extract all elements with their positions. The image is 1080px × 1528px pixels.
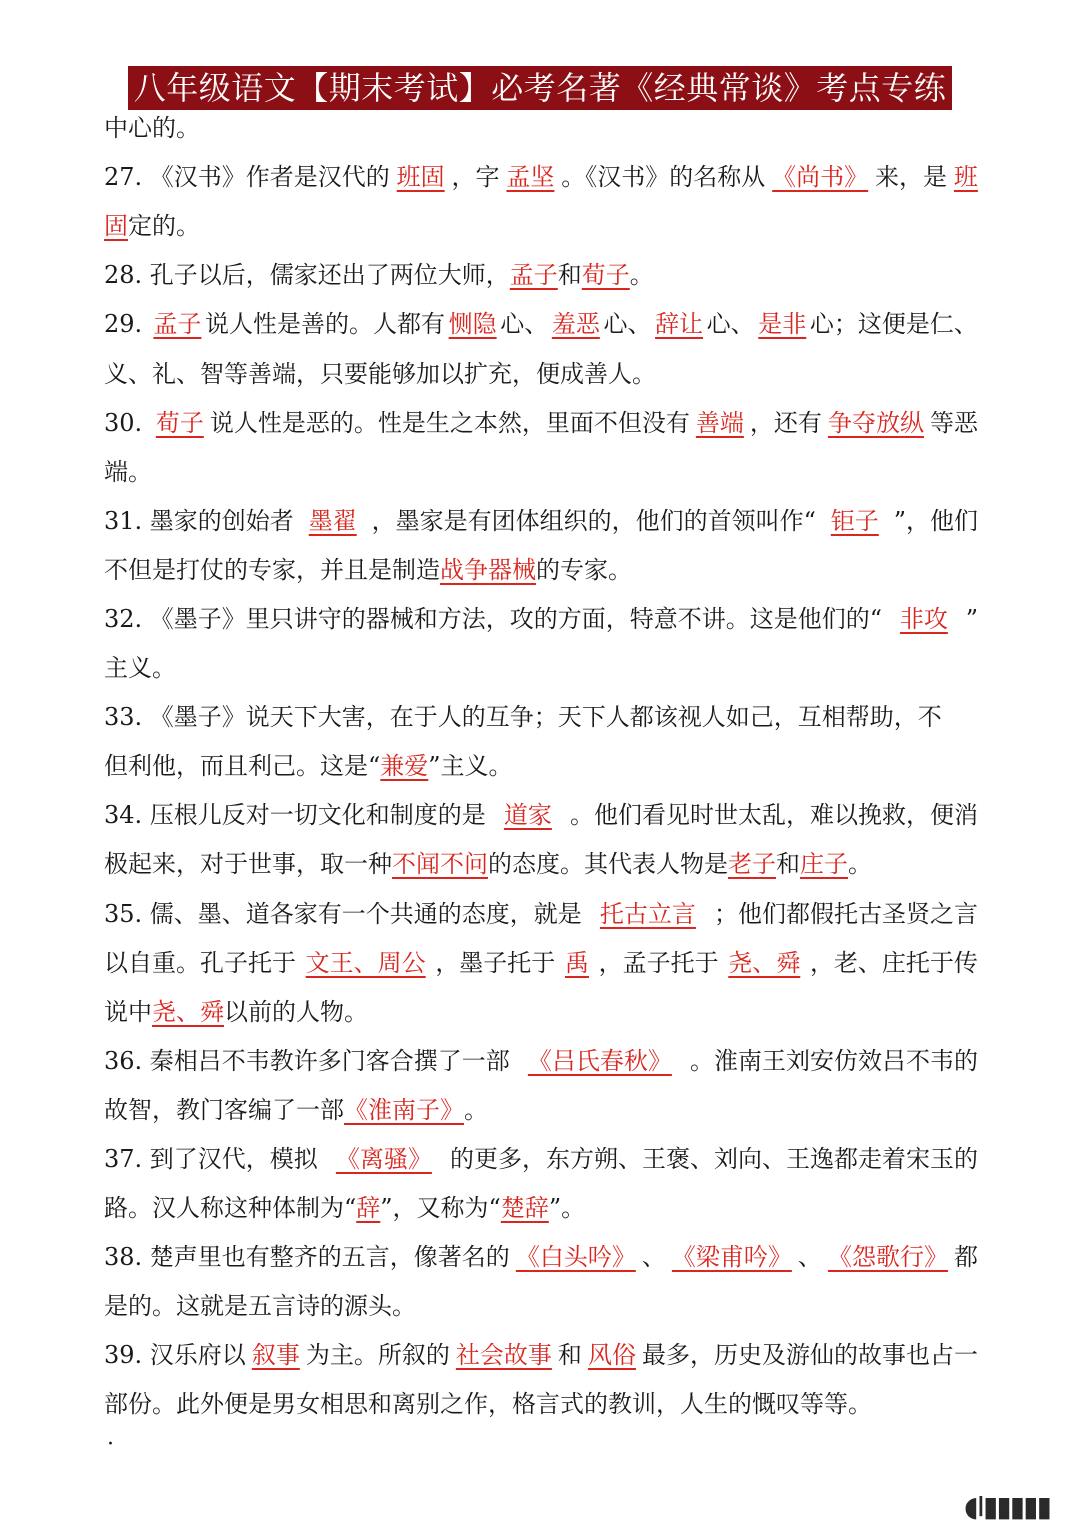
answer-blank: 孟子 xyxy=(153,310,202,339)
text-line xyxy=(104,202,978,251)
text-line xyxy=(104,300,978,349)
text-run: 和 xyxy=(776,850,800,879)
text-run: 、 xyxy=(641,1243,666,1272)
answer-blank: 辞让 xyxy=(655,310,704,339)
text-run: 心、 xyxy=(603,310,652,339)
exercise-body xyxy=(104,104,978,1430)
text-run: ，老、庄托于传 xyxy=(809,948,978,977)
answer-blank: 辞 xyxy=(356,1194,381,1223)
text-line xyxy=(104,1331,978,1380)
answer-blank: 《淮南子》 xyxy=(344,1095,464,1124)
text-run: 主义。 xyxy=(104,654,176,683)
answer-blank: 墨翟 xyxy=(308,506,357,535)
text-run: 部份。此外便是男女相思和离别之作，格言式的教训，人生的慨叹等等。 xyxy=(104,1390,872,1419)
answer-blank: 楚辞 xyxy=(500,1194,549,1223)
text-run: 35. 儒、墨、道各家有一个共通的态度，就是 xyxy=(104,899,582,928)
answer-blank: 风俗 xyxy=(587,1341,636,1370)
text-run: 路。汉人称这种体制为“ xyxy=(104,1194,357,1223)
text-run: 故智，教门客编了一部 xyxy=(104,1095,344,1124)
page-title: 八年级语文【期末考试】必考名著《经典常谈》考点专练 xyxy=(128,66,953,110)
answer-blank: 战争器械 xyxy=(440,555,536,584)
answer-blank: 孟子 xyxy=(509,261,558,290)
watermark-logo: ◖Ⅰ▮▮▮▮▮ xyxy=(963,1490,1050,1523)
text-run: 等恶 xyxy=(929,408,978,437)
answer-blank: 《吕氏春秋》 xyxy=(527,1046,672,1075)
text-run: 38. 楚声里也有整齐的五言，像著名的 xyxy=(104,1243,510,1272)
text-run: 。《汉书》的名称从 xyxy=(561,163,766,192)
text-run: 。 xyxy=(629,261,654,290)
text-line xyxy=(104,988,978,1037)
text-run: 不但是打仗的专家，并且是制造 xyxy=(104,555,440,584)
text-run: 32. 《墨子》里只讲守的器械和方法，攻的方面，特意不讲。这是他们的“ xyxy=(104,604,883,633)
text-run: 28. 孔子以后，儒家还出了两位大师， xyxy=(104,261,510,290)
text-run: ”，又称为“ xyxy=(380,1194,501,1223)
text-run: 以前的人物。 xyxy=(224,997,368,1026)
text-run: 最多，历史及游仙的故事也占一 xyxy=(641,1341,978,1370)
text-run: 以自重。孔子托于 xyxy=(104,948,296,977)
text-line xyxy=(104,890,978,939)
answer-blank: 不闻不问 xyxy=(392,850,488,879)
text-run: 30. xyxy=(104,408,150,437)
answer-blank: 《尚书》 xyxy=(772,163,869,192)
text-run: 但利他，而且利己。这是“ xyxy=(104,752,381,781)
text-run: ，墨子托于 xyxy=(435,948,556,977)
answer-blank: 叙事 xyxy=(251,1341,300,1370)
text-run: 和 xyxy=(557,1341,582,1370)
text-run: 36. 秦相吕不韦教许多门客合撰了一部 xyxy=(104,1046,510,1075)
text-run: 的态度。其代表人物是 xyxy=(488,850,728,879)
text-run: 和 xyxy=(557,261,582,290)
text-line xyxy=(104,1037,978,1086)
answer-blank: 班固 xyxy=(396,163,445,192)
answer-blank: 《白头吟》 xyxy=(515,1243,636,1272)
text-line xyxy=(104,153,978,202)
text-run: ”。 xyxy=(548,1194,586,1223)
answer-blank: 羞恶 xyxy=(551,310,600,339)
answer-blank: 《离骚》 xyxy=(335,1145,432,1174)
answer-blank: 道家 xyxy=(503,801,552,830)
answer-blank: 争夺放纵 xyxy=(827,408,924,437)
text-run: 心、 xyxy=(500,310,549,339)
text-run: ”，他们 xyxy=(893,506,978,535)
text-line xyxy=(104,1233,978,1282)
text-run: ，孟子托于 xyxy=(598,948,719,977)
answer-blank: 荀子 xyxy=(581,261,630,290)
text-run: 说人性是善的。人都有 xyxy=(205,310,446,339)
text-line xyxy=(104,1282,978,1331)
text-run: 的专家。 xyxy=(536,555,632,584)
text-run: 心；这便是仁、 xyxy=(809,310,978,339)
answer-blank: 尧、舜 xyxy=(152,997,224,1026)
text-line xyxy=(104,644,978,693)
text-line xyxy=(104,1135,978,1184)
text-line xyxy=(104,104,978,153)
answer-blank: 庄子 xyxy=(800,850,848,879)
text-run: 说中 xyxy=(104,997,152,1026)
text-run: ” xyxy=(965,604,978,633)
text-run: 。 xyxy=(848,850,872,879)
text-line xyxy=(104,399,978,448)
answer-blank: 恻隐 xyxy=(448,310,497,339)
text-line xyxy=(104,791,978,840)
text-run: 定的。 xyxy=(128,212,200,241)
text-run: 说人性是恶的。性是生之本然，里面不但没有 xyxy=(209,408,690,437)
answer-blank: 荀子 xyxy=(155,408,204,437)
answer-blank: 老子 xyxy=(728,850,776,879)
text-run: 端。 xyxy=(104,457,152,486)
text-line xyxy=(104,251,978,300)
text-run: 34. 压根儿反对一切文化和制度的是 xyxy=(104,801,486,830)
answer-blank: 《梁甫吟》 xyxy=(671,1243,792,1272)
answer-blank: 善端 xyxy=(695,408,744,437)
answer-blank: 文王、周公 xyxy=(305,948,426,977)
text-run: 、 xyxy=(797,1243,822,1272)
text-line xyxy=(104,1086,978,1135)
text-run: 33. 《墨子》说天下大害，在于人的互争；天下人都该视人如己，互相帮助，不 xyxy=(104,703,942,732)
answer-blank: 禹 xyxy=(564,948,589,977)
answer-blank: 托古立言 xyxy=(599,899,696,928)
answer-blank: 孟坚 xyxy=(506,163,555,192)
text-run: ；他们都假托古圣贤之言 xyxy=(713,899,978,928)
text-run: ，字 xyxy=(451,163,500,192)
text-run: 中心的。 xyxy=(104,114,200,143)
text-line xyxy=(104,1380,978,1429)
text-line xyxy=(104,546,978,595)
text-run: 心、 xyxy=(706,310,755,339)
text-run: 都 xyxy=(953,1243,978,1272)
text-run: 的更多，东方朔、王褒、刘向、王逸都走着宋玉的 xyxy=(449,1145,978,1174)
text-run: 。淮南王刘安仿效吕不韦的 xyxy=(689,1046,978,1075)
text-run: ，还有 xyxy=(749,408,822,437)
answer-blank: 尧、舜 xyxy=(728,948,801,977)
text-run: 27. 《汉书》作者是汉代的 xyxy=(104,163,390,192)
answer-blank: 固 xyxy=(104,212,128,241)
answer-blank: 非攻 xyxy=(899,604,948,633)
text-run: 。 xyxy=(464,1095,488,1124)
text-line xyxy=(104,742,978,791)
text-run: 29. xyxy=(104,310,150,339)
answer-blank: 班 xyxy=(953,163,978,192)
answer-blank: 社会故事 xyxy=(455,1341,552,1370)
text-line xyxy=(104,939,978,988)
text-run: 义、礼、智等善端，只要能够加以扩充，便成善人。 xyxy=(104,359,656,388)
text-run: ，墨家是有团体组织的，他们的首领叫作“ xyxy=(371,506,816,535)
text-line xyxy=(104,840,978,889)
text-run: 为主。所叙的 xyxy=(305,1341,450,1370)
text-line xyxy=(104,595,978,644)
answer-blank: 是非 xyxy=(758,310,807,339)
answer-blank: 兼爱 xyxy=(380,752,429,781)
text-run: 37. 到了汉代，模拟 xyxy=(104,1145,318,1174)
text-line xyxy=(104,497,978,546)
text-run: 31. 墨家的创始者 xyxy=(104,506,294,535)
answer-blank: 《怨歌行》 xyxy=(827,1243,948,1272)
text-line xyxy=(104,1184,978,1233)
text-run: 来，是 xyxy=(875,163,948,192)
text-line xyxy=(104,448,978,497)
text-run: 。他们看见时世太乱，难以挽救，便消 xyxy=(569,801,978,830)
answer-blank: 钜子 xyxy=(830,506,879,535)
text-run: ”主义。 xyxy=(428,752,513,781)
text-run: 是的。这就是五言诗的源头。 xyxy=(104,1292,416,1321)
trailing-mark: · xyxy=(107,1432,114,1457)
text-line xyxy=(104,693,978,742)
text-run: 39. 汉乐府以 xyxy=(104,1341,246,1370)
text-run: 极起来，对于世事，取一种 xyxy=(104,850,392,879)
text-line xyxy=(104,349,978,398)
